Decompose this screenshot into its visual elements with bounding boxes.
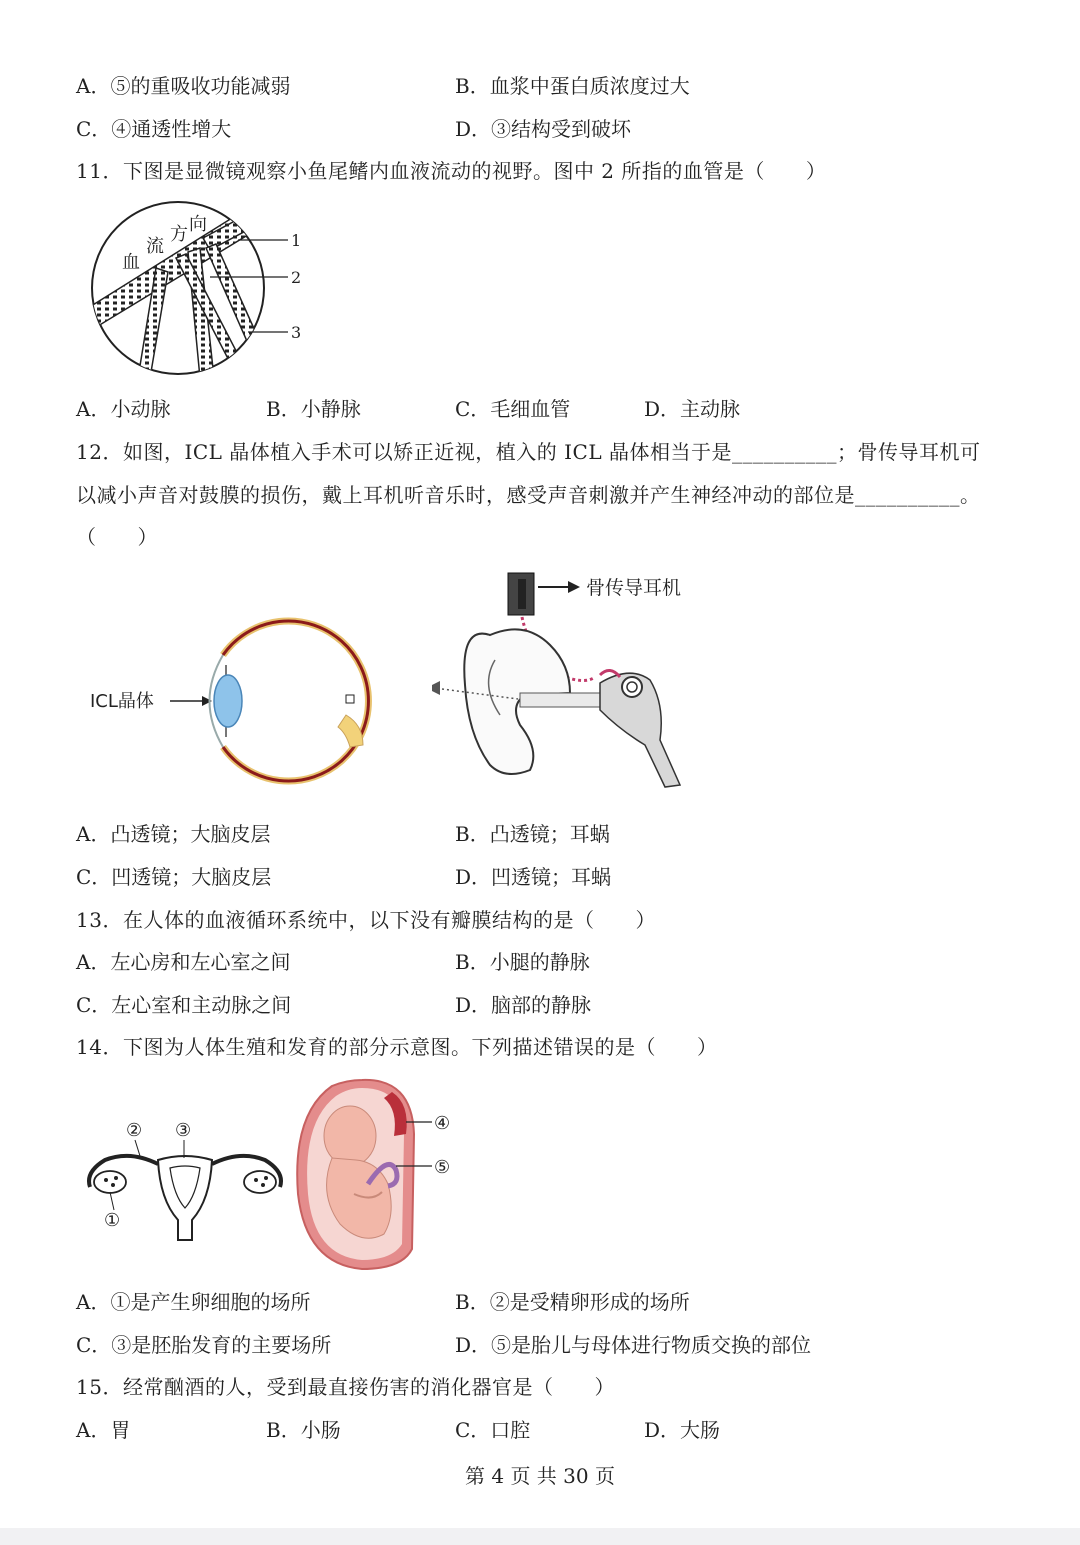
- q13-option-b[interactable]: B．小腿的静脉: [455, 950, 590, 974]
- repro-label-2: ②: [126, 1120, 143, 1141]
- q12-stem-line2: 以减小声音对鼓膜的损伤，戴上耳机听音乐时，感受声音刺激并产生神经冲动的部位是__________。: [76, 483, 981, 507]
- fish-tail-microscope-figure: [88, 198, 318, 383]
- repro-label-3: ③: [175, 1120, 192, 1141]
- vessel-label-1: 1: [291, 231, 302, 250]
- q11-option-c[interactable]: C．毛细血管: [455, 397, 571, 421]
- q11-option-a[interactable]: A．小动脉: [76, 397, 171, 421]
- icl-label: ICL晶体: [90, 691, 154, 712]
- q11-stem: 11．下图是显微镜观察小鱼尾鳍内血液流动的视野。图中 2 所指的血管是（ ）: [76, 159, 827, 183]
- q10-option-d[interactable]: D．③结构受到破坏: [455, 117, 632, 141]
- q10-option-c[interactable]: C．④通透性增大: [76, 117, 232, 141]
- q14-option-c[interactable]: C．③是胚胎发育的主要场所: [76, 1333, 332, 1357]
- q12-option-c[interactable]: C．凹透镜；大脑皮层: [76, 865, 272, 889]
- q10-option-a[interactable]: A．⑤的重吸收功能减弱: [76, 74, 291, 98]
- q15-stem: 15．经常酗酒的人，受到最直接伤害的消化器官是（ ）: [76, 1375, 615, 1399]
- q13-option-d[interactable]: D．脑部的静脉: [455, 993, 592, 1017]
- bottom-strip: [0, 1528, 1080, 1545]
- q15-option-a[interactable]: A．胃: [76, 1418, 131, 1442]
- flow-label-char: 流: [146, 236, 164, 257]
- q14-stem: 14．下图为人体生殖和发育的部分示意图。下列描述错误的是（ ）: [76, 1035, 718, 1059]
- q12-option-b[interactable]: B．凸透镜；耳蜗: [455, 822, 610, 846]
- q14-option-d[interactable]: D．⑤是胎儿与母体进行物质交换的部位: [455, 1333, 812, 1357]
- q15-option-c[interactable]: C．口腔: [455, 1418, 531, 1442]
- page-footer: 第 4 页 共 30 页: [465, 1464, 615, 1488]
- fetus-label-4: ④: [434, 1113, 451, 1134]
- flow-label-char: 血: [122, 252, 140, 273]
- fetus-label-5: ⑤: [434, 1157, 451, 1178]
- vessel-label-3: 3: [291, 323, 302, 342]
- q12-stem-line1: 12．如图，ICL 晶体植入手术可以矫正近视，植入的 ICL 晶体相当于是__________；骨传导耳机可: [76, 440, 981, 464]
- female-reproductive-figure: [80, 1112, 290, 1252]
- q13-stem: 13．在人体的血液循环系统中，以下没有瓣膜结构的是（ ）: [76, 908, 656, 932]
- ear-headphone-label: 骨传导耳机: [586, 577, 682, 599]
- vessel-label-2: 2: [291, 268, 302, 287]
- q15-option-b[interactable]: B．小肠: [266, 1418, 341, 1442]
- eye-icl-figure: [88, 615, 378, 785]
- q14-option-b[interactable]: B．②是受精卵形成的场所: [455, 1290, 690, 1314]
- q15-option-d[interactable]: D．大肠: [644, 1418, 721, 1442]
- q13-option-c[interactable]: C．左心室和主动脉之间: [76, 993, 292, 1017]
- q12-option-d[interactable]: D．凹透镜；耳蜗: [455, 865, 612, 889]
- q12-option-a[interactable]: A．凸透镜；大脑皮层: [76, 822, 271, 846]
- q10-option-b[interactable]: B．血浆中蛋白质浓度过大: [455, 74, 690, 98]
- q11-option-d[interactable]: D．主动脉: [644, 397, 741, 421]
- flow-label-char: 方: [170, 224, 188, 245]
- q12-stem-line3: （ ）: [76, 525, 158, 549]
- repro-label-1: ①: [104, 1210, 121, 1231]
- q11-option-b[interactable]: B．小静脉: [266, 397, 361, 421]
- q14-option-a[interactable]: A．①是产生卵细胞的场所: [76, 1290, 311, 1314]
- flow-label-char: 向: [189, 214, 207, 235]
- q13-option-a[interactable]: A．左心房和左心室之间: [76, 950, 291, 974]
- bone-conduction-ear-figure: [420, 565, 720, 795]
- fetus-in-uterus-figure: [292, 1074, 472, 1274]
